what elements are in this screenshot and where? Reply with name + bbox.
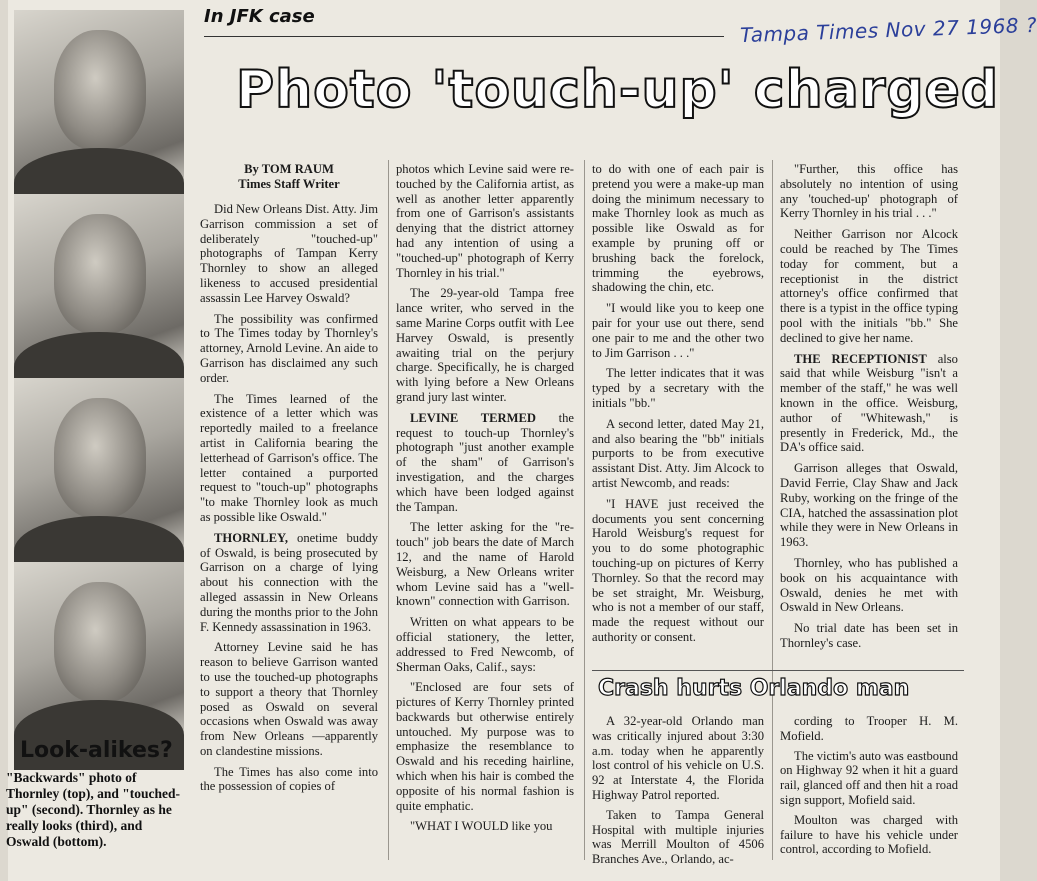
paragraph-text: also said that while Weisburg "isn't a member of the staff," he was well known in the office. Weisburg, author of "Whitewash," is presently in Frederick, Md., the DA's office said. xyxy=(780,351,958,455)
paragraph xyxy=(200,531,378,635)
paragraph-text: onetime buddy of Oswald, is being prosecuted by Garrison on a charge of lying about his connection with the alleged assassin in New Orleans during the months prior to the John F. Kennedy assassination in 1963. xyxy=(200,530,378,634)
paragraph: The letter asking for the "re-touch" job bears the date of March 12, and the name of Harold Weisburg, a New Orleans writer whom Levine said has a "well-known" connection with Garrison. xyxy=(396,520,574,609)
paragraph: "I HAVE just received the documents you sent concerning Harold Weisburg's request for you to do some photographic touching-up on pictures of Kerry Thornley. So that the record may be set straight, Mr. Weisburg, who is not a member of our staff, made the request without our authority or consent. xyxy=(592,496,764,644)
paragraph: The possibility was confirmed to The Times today by Thornley's attorney, Arnold Levine. An aide to Garrison has disclaimed any such order. xyxy=(200,311,378,385)
paragraph: "I would like you to keep one pair for your use out there, send one pair to me and the other two to Jim Garrison . . ." xyxy=(592,301,764,360)
paragraph: Garrison alleges that Oswald, David Ferrie, Clay Shaw and Jack Ruby, working on the fringe of the CIA, hatched the assassination plot while they were in New Orleans in 1963. xyxy=(780,461,958,550)
article-column-3 xyxy=(592,162,764,651)
crash-headline: Crash hurts Orlando man xyxy=(598,676,910,701)
paragraph: No trial date has been set in Thornley's case. xyxy=(780,621,958,650)
crash-column-1 xyxy=(592,714,764,872)
paragraph: to do with one of each pair is pretend you were a make-up man doing the minimum necessary to make Thornley look as much as possible like Oswald as for example by pruning off or brushing back the forelock, trimming the eyebrows, shadowing the chin, etc. xyxy=(592,162,764,295)
paragraph-text: the request to touch-up Thornley's photograph "just another example of the sham" of Garrison's investigation, and the charges which have been lodged against the Tampan. xyxy=(396,410,574,514)
paragraph: Thornley, who has published a book on his acquaintance with Oswald, denies he met with Oswald in New Orleans. xyxy=(780,555,958,615)
article-column-2 xyxy=(396,162,574,840)
paragraph: Did New Orleans Dist. Atty. Jim Garrison commission a set of deliberately "touched-up" photographs of Tampan Kerry Thornley to show an alleged likeness to accused presidential assassin Lee Harvey Oswald? xyxy=(200,202,378,305)
photo-touched-up xyxy=(14,194,184,372)
paragraph-lead: THORNLEY, xyxy=(214,530,289,545)
paragraph xyxy=(396,411,574,515)
column-rule xyxy=(388,160,389,860)
paragraph: Taken to Tampa General Hospital with multiple injuries was Merrill Moulton of 4506 Branches Ave., Orlando, ac- xyxy=(592,807,764,867)
byline xyxy=(200,162,378,192)
paragraph xyxy=(780,352,958,456)
article-column-4 xyxy=(780,162,958,657)
paragraph: photos which Levine said were re-touched by the California artist, as well as another letter apparently from one of Garrison's assistants denying that the district attorney had any intention of using a "touched-up" photograph of Kerry Thornley in his trial." xyxy=(396,162,574,280)
crash-column-2 xyxy=(780,714,958,862)
paragraph: "WHAT I WOULD like you xyxy=(410,819,553,834)
photo-thornley xyxy=(14,378,184,556)
paragraph: Attorney Levine said he has reason to believe Garrison wanted to use the touched-up photographs to support a theory that Thornley posed as Oswald on several occasions when Oswald was away from New Orleans —apparently on clandestine missions. xyxy=(200,640,378,758)
byline-title: Times Staff Writer xyxy=(238,177,340,191)
byline-name: By TOM RAUM xyxy=(244,162,334,176)
paragraph: "Enclosed are four sets of pictures of Kerry Thornley printed backwards but otherwise entirely untouched. My purpose was to emphasize the resemblance to Oswald and his receding hairline, which when his hair is combed the opposite of his normal fashion is quite emphatic. xyxy=(396,680,574,813)
article-column-1 xyxy=(200,162,378,800)
paragraph-lead: THE RECEPTIONIST xyxy=(794,351,927,366)
paragraph: A second letter, dated May 21, and also bearing the "bb" initials purports to be from executive assistant Dist. Atty. Jim Alcock to artist Newcomb, and reads: xyxy=(592,416,764,490)
paragraph: The 29-year-old Tampa free lance writer, who served in the same Marine Corps outfit with Lee Harvey Oswald, is presently awaiting trial on the perjury charge. Specifically, he is charged with lying before a New Orleans grand jury last winter. xyxy=(396,286,574,404)
paragraph: A 32-year-old Orlando man was critically injured about 3:30 a.m. today when he apparently lost control of his vehicle on U.S. 92 at Interstate 4, the Florida Highway Patrol reported. xyxy=(592,714,764,802)
paragraph: Written on what appears to be official stationery, the letter, addressed to Fred Newcomb, of Sherman Oaks, Calif., says: xyxy=(396,615,574,674)
paragraph: The letter indicates that it was typed by a secretary with the initials "bb." xyxy=(592,366,764,410)
photo-oswald xyxy=(14,562,184,740)
column-rule xyxy=(584,160,585,860)
paragraph-lead: LEVINE TERMED xyxy=(410,410,536,425)
paragraph: Moulton was charged with failure to have his vehicle under control, according to Mofield. xyxy=(780,812,958,857)
headline: Photo 'touch-up' charged xyxy=(236,60,1000,120)
kicker-rule xyxy=(204,36,724,37)
kicker: In JFK case xyxy=(204,6,315,27)
paragraph: The Times learned of the existence of a letter which was reportedly mailed to a freelance artist in California bearing the letterhead of Garrison's office. The letter contained a purported request to "touch-up" photographs "to make Thornley look as much as possible like Oswald." xyxy=(200,391,378,524)
paragraph: Neither Garrison nor Alcock could be reached by The Times today for comment, but a receptionist in the district attorney's office confirmed that there is a typist in the office typing pool with the initials "bb." She declined to give her name. xyxy=(780,227,958,345)
paragraph: "Further, this office has absolutely no intention of using any 'touched-up' photograph of Kerry Thornley in his trial . . ." xyxy=(780,162,958,221)
paragraph: The Times has also come into the possession of copies of xyxy=(200,764,378,794)
crash-story-rule xyxy=(592,670,964,671)
column-rule xyxy=(772,160,773,860)
handwritten-annotation: Tampa Times Nov 27 1968 ? xyxy=(739,12,1037,48)
photo-backwards xyxy=(14,10,184,188)
photo-caption: "Backwards" photo of Thornley (top), and "touched-up" (second). Thornley as he really looks (third), and Oswald (bottom). xyxy=(6,770,181,849)
paragraph: The victim's auto was eastbound on Highway 92 when it hit a guard rail, glanced off and then hit a road sign support, Mofield said. xyxy=(780,748,958,807)
paragraph: cording to Trooper H. M. Mofield. xyxy=(780,714,958,743)
sidebar-title: Look-alikes? xyxy=(20,738,173,763)
